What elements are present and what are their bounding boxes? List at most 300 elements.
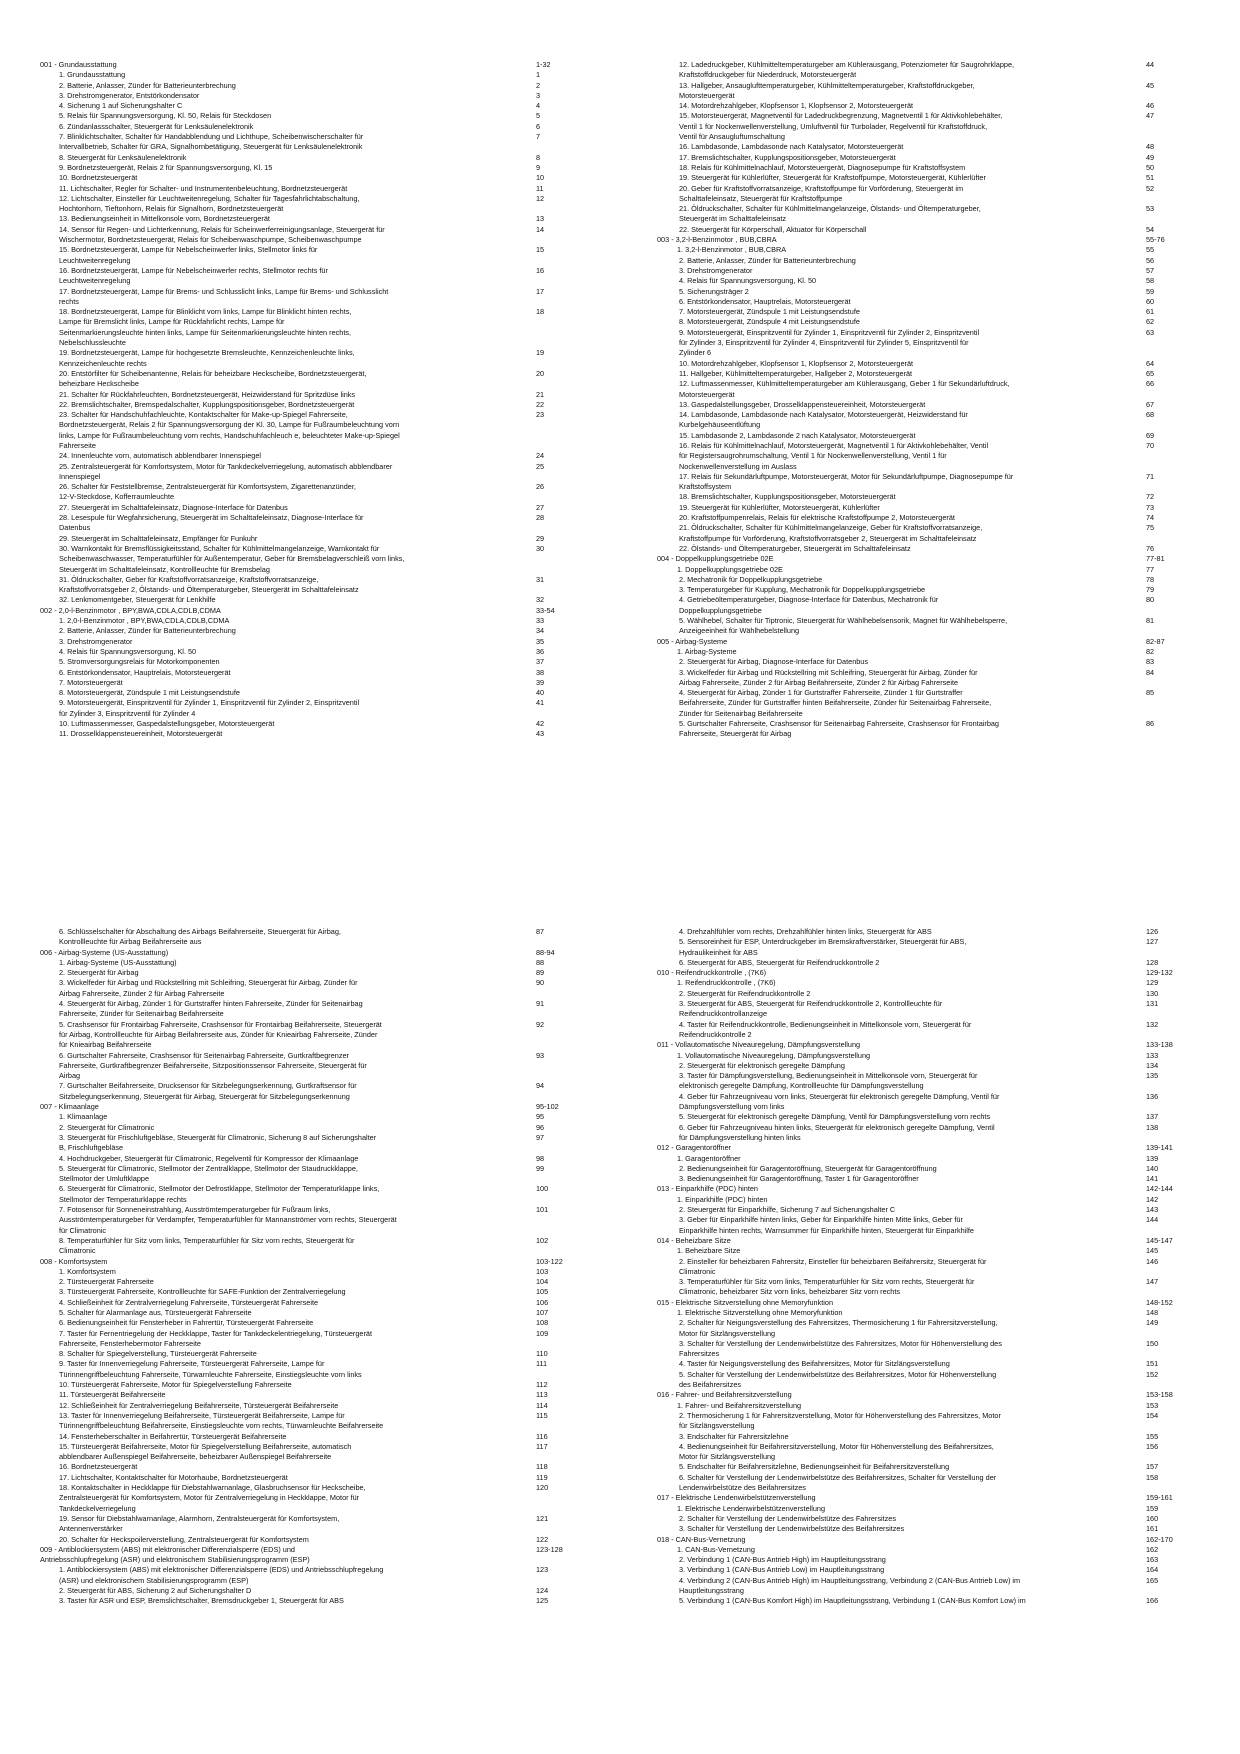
toc-entry-title: 5. Sensoreinheit für ESP, Unterdruckgeber im Bremskraftverstärker, Steuergerät für ABS, Hydraulikeinheit für ABS: [679, 937, 967, 957]
toc-entry[interactable]: [657, 1174, 1159, 1184]
toc-entry[interactable]: [657, 152, 1155, 163]
toc-section[interactable]: [657, 1040, 1173, 1050]
toc-entry-title: 2. Steuergerät für Airbag: [59, 968, 139, 978]
toc-entry[interactable]: [657, 368, 1155, 379]
toc-entry[interactable]: [40, 1307, 549, 1318]
toc-entry-title: 21. Schalter für Rückfahrleuchten, Bordnetzsteuergerät, Heizwiderstand für Spritzdüse links: [59, 389, 356, 399]
toc-entry-title: 3. Geber für Einparkhilfe hinten links, Geber für Einparkhilfe hinten Mitte links, Geber für Einparkhilfe hinten rechts, Warnsummer für Einparkhilfe hinten, Steuergerät für Einparkhilfe: [679, 1215, 974, 1235]
toc-entry-page: 80: [1146, 595, 1155, 605]
toc-entry[interactable]: [40, 90, 541, 101]
toc-entry[interactable]: [657, 410, 1155, 431]
toc-entry[interactable]: [657, 1503, 1159, 1514]
toc-entry-title: 25. Zentralsteuergerät für Komfortsystem, Motor für Tankdeckelverriegelung, automatisch abblendbarer Innenspiegel: [59, 461, 393, 481]
toc-entry-title: 9. Taster für Innenverriegelung Fahrerseite, Türsteuergerät Fahrerseite, Lampe für Türinnengriffbeleuchtung Fahrerseite, Türwarnleuchte Fahrerseite, Einstiegsleuchte vorn links: [59, 1359, 362, 1379]
toc-entry-title: 6. Entstörkondensator, Hauptrelais, Motorsteuergerät: [59, 667, 231, 677]
toc-entry-title: 7. Fotosensor für Sonneneinstrahlung, Ausströmtemperaturgeber für Fußraum links, Ausströmtemperaturgeber für Verdampfer, Temperaturfühler für Mannanströmer vorn rechts, Steuergerät für Climatronic: [59, 1205, 397, 1235]
toc-entry[interactable]: [40, 368, 545, 390]
toc-entry[interactable]: [657, 999, 1159, 1020]
toc-entry-title: 5. Wählhebel, Schalter für Tiptronic, Steuergerät für Wählhebelsensorik, Magnet für Wählhebelsperre, Anzeigeeinheit für Wählhebelstellung: [679, 616, 1008, 636]
toc-entry[interactable]: [657, 1596, 1159, 1606]
toc-entry-title: 15. Motorsteuergerät, Magnetventil für Ladedruckbegrenzung, Magnetventil 1 für Aktivkohlebehälter, Ventil 1 für Nockenwellenverstellung, Umluftventil für Turbolader, Regelventil für Kraftstoffdruck, Ventil für Ansaugluftumschaltung: [679, 111, 1003, 142]
toc-entry-page: 99: [536, 1163, 545, 1173]
toc-entry[interactable]: [657, 523, 1155, 544]
toc-section[interactable]: [657, 968, 1173, 978]
toc-entry[interactable]: [657, 204, 1155, 225]
toc-entry[interactable]: [40, 1318, 549, 1328]
toc-entry-page: 87: [536, 927, 545, 936]
toc-entry-title: 2. Bedienungseinheit für Garagentoröffnung, Steuergerät für Garagentoröffnung: [679, 1163, 937, 1173]
toc-entry[interactable]: [657, 688, 1155, 719]
toc-entry[interactable]: [657, 1410, 1159, 1432]
toc-entry[interactable]: [40, 1462, 548, 1472]
toc-entry-page: 22: [536, 399, 545, 409]
toc-entry[interactable]: [657, 978, 1159, 988]
toc-entry-page: 117: [536, 1441, 548, 1451]
toc-entry-title: 6. Bedienungseinheit für Fensterheber in Fahrertür, Türsteuergerät Fahrerseite: [59, 1318, 314, 1328]
toc-entry[interactable]: [40, 1297, 549, 1308]
toc-entry-title: 5. Schalter für Alarmanlage aus, Türsteuergerät Fahrerseite: [59, 1307, 252, 1317]
toc-entry[interactable]: [657, 317, 1155, 327]
toc-entry[interactable]: [40, 657, 545, 667]
toc-entry[interactable]: [40, 636, 545, 647]
toc-entry-page: 44: [1146, 60, 1155, 69]
toc-entry[interactable]: [40, 595, 545, 605]
toc-entry[interactable]: [657, 440, 1155, 472]
toc-entry[interactable]: [40, 1184, 549, 1205]
toc-entry-title: 3. Steuergerät für Frischluftgebläse, Steuergerät für Climatronic, Sicherung 8 auf Sicherungshalter B, Frischluftgebläse: [59, 1132, 377, 1153]
toc-entry-title: 7. Motorsteuergerät: [59, 677, 123, 687]
toc-entry[interactable]: [657, 101, 1155, 111]
toc-entry-page: 164: [1146, 1565, 1159, 1575]
toc-entry[interactable]: [40, 265, 545, 287]
toc-entry-page: 15: [536, 245, 545, 255]
toc-entry[interactable]: [40, 957, 545, 968]
toc-section[interactable]: [657, 1143, 1173, 1153]
toc-entry-title: 22. Bremslichtschalter, Bremspedalschalter, Kupplungspositionsgeber, Bordnetzsteuergerät: [59, 399, 355, 409]
toc-entry[interactable]: [40, 1380, 548, 1390]
toc-section[interactable]: [657, 1235, 1173, 1246]
toc-entry[interactable]: [657, 276, 1155, 286]
toc-entry[interactable]: [40, 111, 541, 121]
toc-entry-title: 3. Schalter für Verstellung der Lendenwirbelstütze des Fahrersitzes, Motor für Höhenverstellung des Fahrersitzes: [679, 1338, 1002, 1359]
toc-entry[interactable]: [657, 927, 1159, 937]
toc-entry[interactable]: [657, 1565, 1159, 1575]
toc-entry[interactable]: [40, 1205, 549, 1236]
toc-entry[interactable]: [657, 1338, 1159, 1360]
toc-entry-title: 2. Türsteuergerät Fahrerseite: [59, 1277, 154, 1287]
toc-entry[interactable]: [657, 224, 1155, 235]
toc-entry-page: 7: [536, 132, 541, 142]
toc-entry-title: 10. Luftmassenmesser, Gaspedalstellungsgeber, Motorsteuergerät: [59, 719, 275, 728]
toc-entry[interactable]: [40, 70, 541, 80]
toc-entry-page: 53: [1146, 204, 1155, 214]
toc-entry[interactable]: [657, 1575, 1159, 1597]
toc-entry[interactable]: [657, 111, 1155, 142]
toc-entry[interactable]: [657, 142, 1155, 152]
toc-entry[interactable]: [40, 1565, 549, 1586]
toc-entry-page: 159: [1146, 1503, 1159, 1513]
toc-entry-page: 39: [536, 677, 545, 687]
toc-entry-page: 23: [536, 410, 545, 420]
toc-entry-page: 16: [536, 265, 545, 275]
toc-entry-title: 2. Steuergerät für Reifendruckkontrolle 2: [679, 988, 811, 998]
toc-entry[interactable]: [40, 1513, 549, 1535]
toc-entry-title: 5. Stromversorgungsrelais für Motorkomponenten: [59, 657, 220, 667]
toc-entry-title: 3. Temperaturgeber für Kupplung, Mechatronik für Doppelkupplungsgetriebe: [679, 585, 926, 595]
toc-entry[interactable]: [40, 214, 545, 224]
toc-entry[interactable]: [40, 1534, 549, 1545]
toc-entry[interactable]: [657, 616, 1155, 637]
toc-entry[interactable]: [40, 1586, 549, 1596]
toc-entry-title: 6. Entstörkondensator, Hauptrelais, Motorsteuergerät: [679, 296, 851, 306]
toc-section[interactable]: [657, 1390, 1173, 1400]
toc-entry-page: 31: [536, 574, 545, 584]
toc-entry[interactable]: [657, 60, 1155, 81]
toc-entry[interactable]: [40, 1277, 549, 1287]
toc-entry[interactable]: [40, 978, 545, 999]
toc-entry[interactable]: [657, 1472, 1159, 1494]
toc-entry[interactable]: [40, 1328, 549, 1350]
toc-entry-page: 18: [536, 307, 545, 317]
toc-entry[interactable]: [40, 616, 545, 626]
toc-entry-title: 2. Steuergerät für elektronisch geregelte Dämpfung: [679, 1060, 845, 1070]
toc-entry-page: 1: [536, 70, 541, 80]
toc-entry-title: 24. Innenleuchte vorn, automatisch abblendbarer Innenspiegel: [59, 451, 262, 461]
toc-entry-title: 13. Hallgeber, Ansauglufttemperaturgeber, Kühlmitteltemperaturgeber, Kraftstoffdruckgeber, Motorsteuergerät: [679, 80, 975, 100]
toc-entry-page: 85: [1146, 688, 1155, 698]
toc-entry-page: 131: [1146, 999, 1159, 1009]
toc-entry-page: 55-76: [1146, 235, 1165, 245]
toc-section[interactable]: [657, 1534, 1173, 1545]
toc-section[interactable]: [40, 1102, 559, 1112]
toc-entry[interactable]: [657, 296, 1155, 307]
toc-entry[interactable]: [657, 1194, 1159, 1205]
toc-section[interactable]: [40, 60, 551, 70]
toc-entry[interactable]: [657, 564, 1155, 575]
toc-entry[interactable]: [657, 358, 1155, 369]
toc-entry[interactable]: [40, 132, 541, 153]
toc-entry[interactable]: [657, 399, 1155, 410]
toc-entry[interactable]: [657, 1431, 1159, 1442]
toc-entry[interactable]: [657, 1246, 1159, 1256]
toc-entry-page: 78: [1146, 574, 1155, 584]
toc-entry-page: 165: [1146, 1575, 1159, 1585]
toc-entry-page: 45: [1146, 80, 1155, 90]
toc-entry-title: 5. Crashsensor für Frontairbag Fahrerseite, Crashsensor für Frontairbag Beifahrerseite, Steuergerät für Airbag, Kontrollleuchte für Airbag Beifahrerseite aus, Zünder für Knieairbag Fahrerseite, Zünder für Knieairbag Beifahrerseite: [59, 1019, 382, 1050]
toc-entry[interactable]: [40, 1390, 548, 1400]
toc-entry[interactable]: [40, 451, 545, 461]
toc-entry-title: 14. Sensor für Regen- und Lichterkennung, Relais für Scheinwerferreinigungsanlage, Steuergerät für Wischermotor, Bordnetzsteuergerät, Relais für Scheibenwaschpumpe, Scheibenwaschpumpe: [59, 224, 385, 245]
toc-section[interactable]: [657, 1297, 1173, 1308]
toc-entry-title: 2. Thermosicherung 1 für Fahrersitzverstellung, Motor für Höhenverstellung des Fahrersitzes, Motor für Sitzlängsverstellung: [679, 1410, 1001, 1431]
toc-entry[interactable]: [40, 224, 545, 246]
toc-entry-title: 9. Motorsteuergerät, Einspritzventil für Zylinder 1, Einspritzventil für Zylinder 2, Einspritzventil für Zylinder 3, Einspritzventil für Zylinder 4: [59, 698, 360, 718]
toc-entry[interactable]: [657, 265, 1155, 276]
toc-entry[interactable]: [40, 152, 541, 163]
toc-entry[interactable]: [657, 430, 1155, 441]
toc-entry[interactable]: [657, 162, 1155, 173]
toc-entry-page: 33: [536, 616, 545, 626]
toc-entry[interactable]: [40, 1287, 549, 1297]
toc-entry-title: 1. 2,0-l-Benzinmotor , BPY,BWA,CDLA,CDLB,CDMA: [59, 616, 230, 626]
toc-entry[interactable]: [657, 80, 1155, 102]
toc-entry[interactable]: [40, 162, 541, 173]
toc-entry[interactable]: [40, 513, 545, 534]
toc-entry[interactable]: [40, 1153, 545, 1164]
toc-entry[interactable]: [40, 1431, 548, 1442]
toc-entry[interactable]: [657, 1060, 1159, 1071]
toc-entry[interactable]: [40, 1472, 548, 1483]
toc-entry[interactable]: [40, 80, 541, 91]
toc-entry-title: 5. Steuergerät für elektronisch geregelte Dämpfung, Ventil für Dämpfungsverstellung vorn rechts: [679, 1112, 991, 1122]
toc-entry-page: 133-138: [1146, 1040, 1173, 1050]
toc-entry[interactable]: [657, 492, 1155, 502]
toc-section[interactable]: [40, 605, 555, 616]
toc-entry-page: 125: [536, 1596, 549, 1606]
toc-entry-title: 17. Lichtschalter, Kontaktschalter für Motorhaube, Bordnetzsteuergerät: [59, 1472, 288, 1482]
toc-entry[interactable]: [40, 1400, 548, 1411]
toc-entry[interactable]: [40, 667, 545, 678]
toc-entry[interactable]: [40, 173, 545, 183]
toc-entry[interactable]: [657, 1359, 1159, 1369]
toc-entry-page: 139-141: [1146, 1143, 1173, 1153]
toc-entry-title: 18. Bremslichtschalter, Kupplungspositionsgeber, Motorsteuergerät: [679, 492, 896, 502]
toc-entry[interactable]: [657, 327, 1155, 359]
toc-entry[interactable]: [40, 482, 545, 503]
toc-entry-title: 20. Schalter für Heckspoilerverstellung, Zentralsteuergerät für Komfortsystem: [59, 1534, 309, 1544]
toc-entry-title: 2. Batterie, Anlasser, Zünder für Batterieunterbrechung: [59, 80, 236, 90]
toc-entry-page: 88-94: [536, 947, 555, 957]
toc-entry[interactable]: [40, 1163, 545, 1185]
toc-entry[interactable]: [657, 307, 1155, 317]
toc-entry[interactable]: [40, 533, 545, 544]
toc-entry-title: 2. Steuergerät für Einparkhilfe, Sicherung 7 auf Sicherungshalter C: [679, 1205, 896, 1215]
toc-entry[interactable]: [40, 1112, 545, 1122]
toc-entry[interactable]: [40, 1132, 545, 1154]
toc-entry[interactable]: [40, 286, 545, 308]
toc-entry-page: 84: [1146, 667, 1155, 677]
toc-section[interactable]: [40, 1256, 563, 1267]
toc-entry[interactable]: [40, 1410, 548, 1432]
toc-entry[interactable]: [657, 1524, 1159, 1534]
toc-entry[interactable]: [657, 502, 1155, 513]
toc-entry-page: 123: [536, 1565, 549, 1575]
toc-entry[interactable]: [40, 626, 545, 636]
toc-entry-title: 2. Verbindung 1 (CAN-Bus Antrieb High) im Hauptleitungsstrang: [679, 1555, 886, 1565]
toc-entry-title: 18. Relais für Kühlmittelnachlauf, Motorsteuergerät, Diagnosepumpe für Kraftstoffsystem: [679, 162, 966, 172]
toc-entry[interactable]: [40, 389, 545, 400]
toc-entry[interactable]: [657, 574, 1155, 585]
toc-entry-page: 70: [1146, 440, 1155, 450]
toc-entry[interactable]: [657, 1112, 1159, 1122]
toc-entry[interactable]: [40, 245, 545, 266]
toc-entry[interactable]: [657, 719, 1155, 740]
toc-entry-page: 159-161: [1146, 1493, 1173, 1503]
toc-entry-title: 007 - Klimaanlage: [40, 1102, 99, 1112]
toc-entry[interactable]: [40, 399, 545, 410]
toc-entry-page: 148-152: [1146, 1297, 1173, 1307]
toc-column-2: [657, 60, 1165, 740]
toc-entry[interactable]: [657, 379, 1155, 400]
toc-section[interactable]: [657, 554, 1165, 564]
toc-entry[interactable]: [657, 957, 1159, 968]
toc-section[interactable]: [657, 1184, 1173, 1194]
toc-section[interactable]: [657, 1493, 1173, 1503]
toc-entry[interactable]: [40, 719, 545, 729]
toc-entry[interactable]: [657, 585, 1155, 595]
toc-entry[interactable]: [657, 1122, 1159, 1144]
toc-entry[interactable]: [657, 1462, 1159, 1472]
toc-entry[interactable]: [40, 677, 545, 688]
toc-entry-page: 67: [1146, 399, 1155, 409]
toc-entry[interactable]: [657, 1555, 1159, 1565]
toc-entry[interactable]: [657, 667, 1155, 689]
toc-section[interactable]: [657, 235, 1165, 245]
toc-entry[interactable]: [40, 999, 545, 1020]
toc-entry[interactable]: [40, 729, 545, 739]
toc-entry[interactable]: [657, 183, 1155, 205]
toc-entry-title: 21. Öldruckschalter, Schalter für Kühlmittelmangelanzeige, Geber für Kraftstoffvorratsanzeige, Kraftstoffpumpe für Vorförderung, Kraftstoffvorratsgeber 2, Steuergerät im Schalttafeleinsatz: [679, 523, 983, 543]
toc-entry-title: 003 - 3,2-l-Benzinmotor , BUB,CBRA: [657, 235, 777, 245]
toc-entry[interactable]: [657, 595, 1155, 616]
toc-entry[interactable]: [657, 471, 1155, 493]
toc-entry-title: 014 - Beheizbare Sitze: [657, 1235, 731, 1245]
toc-entry[interactable]: [40, 1019, 545, 1051]
toc-entry-title: 21. Öldruckschalter, Schalter für Kühlmittelmangelanzeige, Ölstands- und Öltemperaturgeber, Steuergerät im Schalttafeleinsatz: [679, 204, 981, 224]
toc-entry[interactable]: [657, 1400, 1159, 1411]
toc-entry[interactable]: [40, 1596, 549, 1606]
toc-entry[interactable]: [657, 1277, 1159, 1298]
toc-entry[interactable]: [657, 1256, 1159, 1278]
toc-entry[interactable]: [40, 1349, 548, 1359]
toc-entry-title: 1. Reifendruckkontrolle , (7K6): [677, 978, 776, 988]
toc-entry[interactable]: [40, 688, 545, 698]
toc-entry[interactable]: [657, 543, 1155, 554]
toc-entry[interactable]: [657, 1513, 1159, 1524]
toc-entry-title: 19. Bordnetzsteuergerät, Lampe für hochgesetzte Bremsleuchte, Kennzeichenleuchte links, Kennzeichenleuchte rechts: [59, 348, 355, 368]
toc-entry[interactable]: [657, 1215, 1159, 1236]
toc-entry[interactable]: [40, 410, 545, 451]
toc-entry[interactable]: [40, 574, 545, 596]
toc-entry[interactable]: [657, 1091, 1159, 1113]
toc-entry-title: 4. Sicherung 1 auf Sicherungshalter C: [59, 101, 183, 111]
toc-entry[interactable]: [40, 121, 541, 132]
toc-entry-page: 94: [536, 1081, 545, 1091]
toc-entry-page: 90: [536, 978, 545, 988]
toc-section[interactable]: [40, 1544, 563, 1566]
toc-entry[interactable]: [40, 502, 545, 513]
toc-entry-page: 19: [536, 348, 545, 358]
toc-entry-page: 77: [1146, 564, 1155, 574]
toc-entry[interactable]: [657, 988, 1159, 999]
toc-entry-title: 2. Batterie, Anlasser, Zünder für Batterieunterbrechung: [59, 626, 236, 636]
toc-entry[interactable]: [40, 461, 545, 483]
toc-entry-page: 128: [1146, 957, 1159, 967]
toc-entry-page: 51: [1146, 173, 1155, 183]
toc-entry[interactable]: [40, 183, 544, 194]
toc-entry-title: 16. Bordnetzsteuergerät: [59, 1462, 138, 1472]
toc-entry-title: 4. Taster für Reifendruckkontrolle, Bedienungseinheit in Mittelkonsole vorn, Steuergerät für Reifendruckkontrolle 2: [679, 1019, 972, 1039]
toc-entry-title: 4. Geber für Fahrzeugniveau vorn links, Steuergerät für elektronisch geregelte Dämpfung, Ventil für Dämpfungsverstellung vorn links: [679, 1091, 1000, 1112]
toc-entry-title: 11. Türsteuergerät Beifahrerseite: [59, 1390, 166, 1400]
toc-entry-title: 005 - Airbag-Systeme: [657, 636, 728, 646]
toc-entry-title: 6. Schlüsselschalter für Abschaltung des Airbags Beifahrerseite, Steuergerät für Airbag, Kontrollleuchte für Airbag Beifahrerseite aus: [59, 927, 341, 947]
toc-entry[interactable]: [657, 1307, 1159, 1318]
toc-entry[interactable]: [657, 1205, 1159, 1215]
toc-entry[interactable]: [40, 1122, 545, 1133]
toc-entry-title: 1. CAN-Bus-Vernetzung: [677, 1544, 755, 1554]
toc-entry[interactable]: [40, 1050, 545, 1082]
toc-entry-page: 150: [1146, 1338, 1159, 1348]
toc-entry[interactable]: [657, 1071, 1159, 1092]
toc-entry-page: 102: [536, 1235, 549, 1245]
toc-entry[interactable]: [657, 1318, 1159, 1339]
toc-entry[interactable]: [657, 937, 1159, 958]
toc-entry-page: 108: [536, 1318, 549, 1328]
toc-entry[interactable]: [657, 173, 1155, 183]
toc-entry[interactable]: [40, 968, 545, 978]
toc-entry[interactable]: [40, 101, 541, 111]
toc-entry-page: 56: [1146, 255, 1155, 265]
toc-entry[interactable]: [40, 1081, 545, 1102]
toc-entry[interactable]: [657, 1050, 1159, 1061]
toc-entry[interactable]: [40, 348, 545, 369]
toc-entry[interactable]: [40, 1483, 549, 1514]
toc-entry-title: 1. Elektrische Lendenwirbelstützenverstellung: [677, 1503, 826, 1513]
toc-entry[interactable]: [40, 1441, 548, 1463]
toc-entry[interactable]: [657, 1163, 1159, 1174]
toc-entry[interactable]: [40, 193, 545, 215]
toc-entry-page: 107: [536, 1307, 549, 1317]
toc-entry-title: 3. Drehstromgenerator: [679, 265, 753, 275]
toc-entry-page: 55: [1146, 245, 1155, 255]
toc-section[interactable]: [657, 636, 1165, 647]
toc-entry-page: 74: [1146, 513, 1155, 523]
toc-entry[interactable]: [657, 1369, 1159, 1391]
toc-entry[interactable]: [40, 698, 545, 719]
toc-entry[interactable]: [40, 1266, 549, 1277]
toc-entry[interactable]: [657, 1153, 1159, 1164]
toc-entry[interactable]: [657, 657, 1155, 667]
toc-entry-title: 010 - Reifendruckkontrolle , (7K6): [657, 968, 767, 978]
toc-entry[interactable]: [40, 307, 545, 348]
toc-section[interactable]: [40, 947, 555, 958]
toc-entry-page: 21: [536, 389, 545, 399]
toc-entry-page: 46: [1146, 101, 1155, 111]
toc-entry[interactable]: [657, 513, 1155, 523]
toc-entry[interactable]: [657, 1544, 1159, 1555]
toc-entry-title: 3. Endschalter für Fahrersitzlehne: [679, 1431, 789, 1441]
toc-entry[interactable]: [657, 1441, 1159, 1463]
toc-entry[interactable]: [657, 255, 1155, 266]
toc-entry-title: 13. Bedienungseinheit in Mittelkonsole vorn, Bordnetzsteuergerät: [59, 214, 270, 224]
toc-entry-title: 004 - Doppelkupplungsgetriebe 02E: [657, 554, 774, 564]
toc-entry[interactable]: [657, 646, 1155, 657]
toc-entry-title: 1. Klimaanlage: [59, 1112, 108, 1122]
toc-entry[interactable]: [40, 1359, 548, 1380]
toc-entry[interactable]: [657, 1019, 1159, 1041]
toc-entry-title: 4. Steuergerät für Airbag, Zünder 1 für Gurtstraffer hinten Fahrerseite, Zünder für Seitenairbag Fahrerseite, Zünder für Seitenairbag Beifahrerseite: [59, 999, 363, 1019]
toc-entry[interactable]: [657, 245, 1155, 255]
toc-entry[interactable]: [657, 286, 1155, 297]
toc-entry[interactable]: [40, 543, 545, 575]
toc-column-4: [657, 927, 1173, 1607]
toc-entry[interactable]: [40, 1235, 549, 1257]
toc-entry-page: 35: [536, 636, 545, 646]
toc-entry[interactable]: [40, 646, 545, 657]
toc-entry[interactable]: [40, 927, 545, 948]
toc-entry-page: 43: [536, 729, 545, 739]
